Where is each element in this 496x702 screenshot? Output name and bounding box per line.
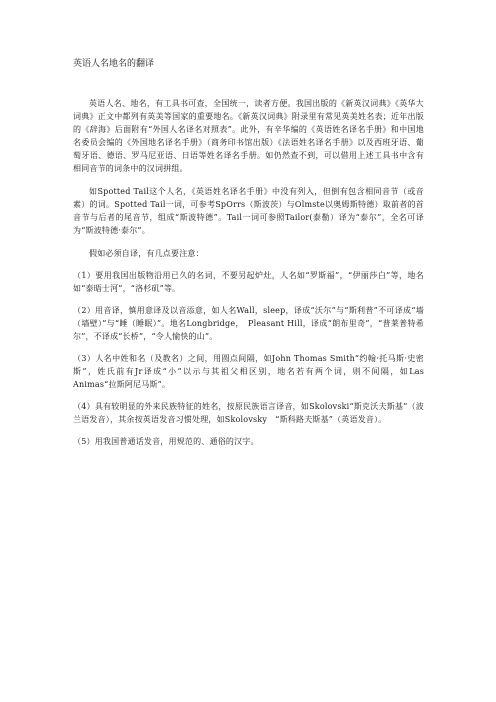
- list-item: （1）要用我国出版物沿用已久的名词，不要另起炉灶，人名如“罗斯福”，“伊丽莎白”等，地名如“泰晤士河”，“洛杉矶”等。: [73, 271, 424, 293]
- document-body: [73, 97, 424, 457]
- list-item: （2）用音译，慎用意译及以音添意，如人名Wall，sleep，译成“沃尔”与“斯利普”不可译成“墙（墙壁）”与“睡（睡眠）”。地名Longbridge， Pleasant Hill，译成“朗布里奇”，“普莱普特希尔”，不译成“长桥”，“令人愉快的山”。: [73, 306, 424, 341]
- document-title: 英语人名地名的翻译: [73, 59, 155, 69]
- paragraph-notes-intro: 假如必须自译，有几点要注意：: [89, 249, 204, 258]
- list-item: （4）具有较明显的外来民族特征的姓名，按原民族语言译音，如Skolovski“斯克沃夫斯基”（波兰语发音），其余按英语发音习惯处理，如Skolovsky “斯科路夫斯基”（英语发音）。: [73, 402, 424, 424]
- list-item: （3）人名中姓和名（及教名）之间，用圆点间隔，如John Thomas Smith“约翰·托马斯·史密斯”，姓氏前有Jr译成“小”以示与其祖父相区别，地名若有两个词，则不间隔，如Las Animas“拉斯阿尼马斯”。: [73, 354, 424, 389]
- paragraph-intro: 英语人名、地名，有工具书可查，全国统一，读者方便。我国出版的《新英汉词典》《英华大词典》正文中都列有英美等国家的重要地名。《新英汉词典》附录里有常见英美姓名表；近年出版的《辞海》后面附有“外国人名译名对照表”。此外，有辛华编的《英语姓名译名手册》和中国地名委员会编的《外国地名译名手册》（商务印书馆出版）《法语姓名译名手册》以及西班牙语、葡萄牙语、德语、罗马尼亚语、日语等姓名译名手册。如仍然查不到，可以借用上述工具书中含有相同音节的词条中的汉词拼组。: [73, 99, 424, 173]
- list-item: （5）用我国普通话发音，用规范的、通俗的汉字。: [73, 437, 259, 446]
- paragraph-example: 如Spotted Tail这个人名，《英语姓名译名手册》中没有列入，但倒有包含相同音节（或音素）的词。Spotted Tail一词，可参考SpOrrs（斯波茨）与Olmste以奥姆斯特德）取前者的首音节与后者的尾音节，组成“斯波特德”。Tail一词可参照Tailor(泰勒）译为“泰尔”，全名可译为“斯波特德·泰尔”。: [73, 187, 424, 235]
